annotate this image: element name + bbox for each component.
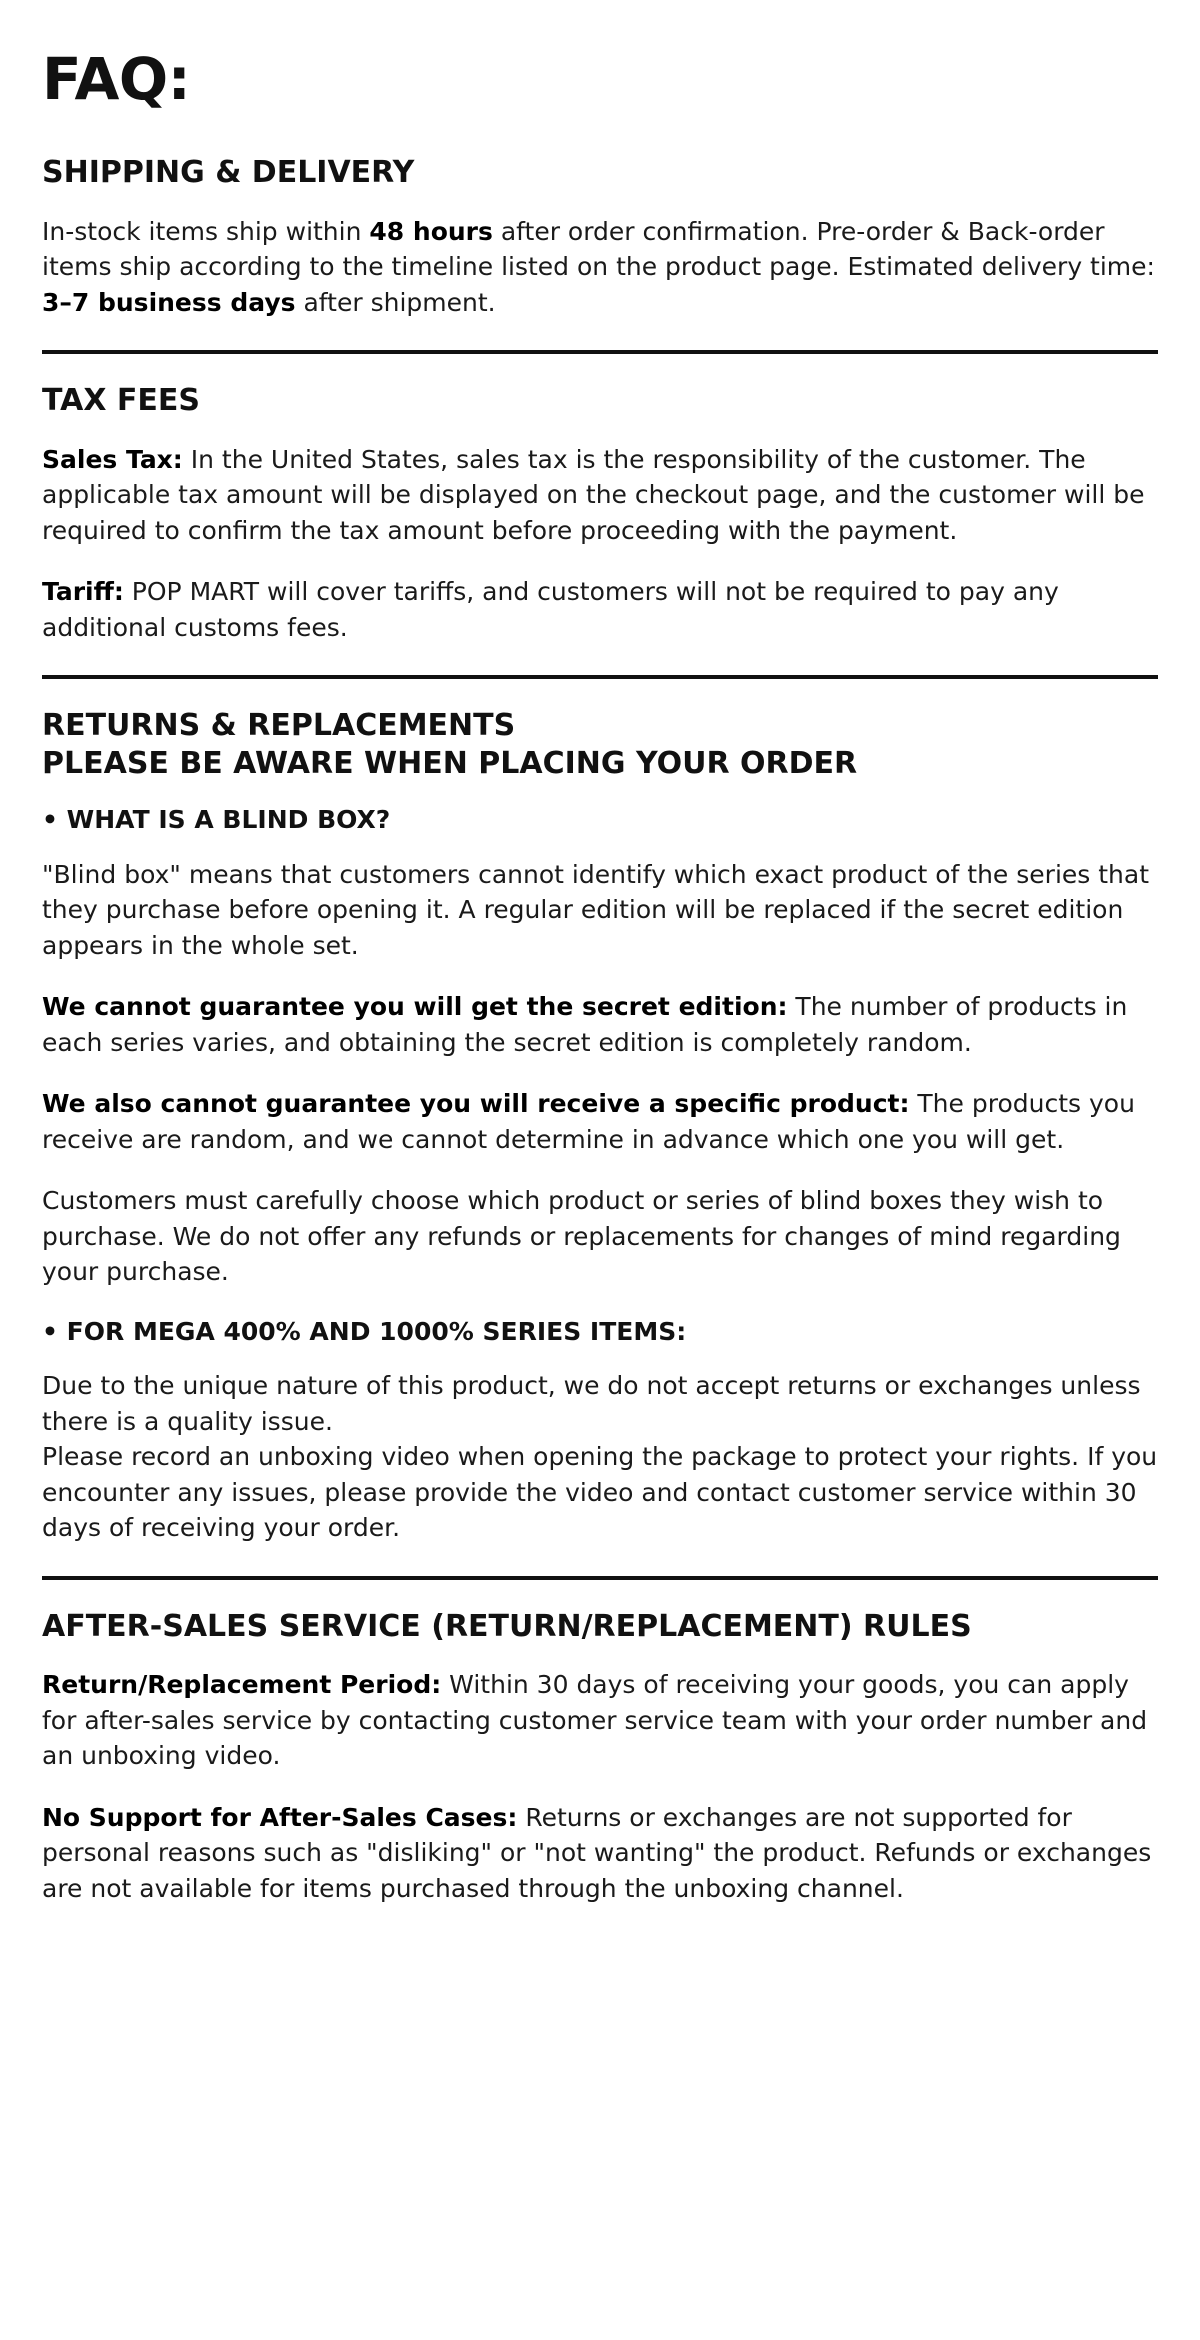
section-tax-fees — [42, 382, 1158, 645]
no-support-paragraph — [42, 1800, 1158, 1907]
divider-1 — [42, 350, 1158, 354]
return-period-paragraph — [42, 1667, 1158, 1774]
shipping-text-3: after shipment. — [295, 287, 496, 317]
section-heading-after-sales: AFTER-SALES SERVICE (RETURN/REPLACEMENT) RULES — [42, 1608, 972, 1644]
secret-edition-paragraph — [42, 989, 1158, 1060]
page-title: FAQ: — [42, 45, 191, 113]
section-heading-tax: TAX FEES — [42, 383, 201, 418]
section-shipping-delivery — [42, 154, 1158, 320]
return-period-text: Within 30 days of receiving your goods, you can apply for after-sales service by contacting customer service team with your order number and an unboxing video. — [42, 1670, 1148, 1770]
tax-tariff-label: Tariff: — [42, 577, 124, 606]
no-support-text: Returns or exchanges are not supported for personal reasons such as "disliking" or "not wanting" the product. Refunds or exchanges are not available for items purchased through the unboxing channel. — [42, 1802, 1152, 1903]
bullet-mega-series-items: • FOR MEGA 400% AND 1000% SERIES ITEMS: — [42, 1316, 687, 1346]
section-heading-shipping: SHIPPING & DELIVERY — [42, 155, 415, 190]
tax-tariff-text: POP MART will cover tariffs, and customers will not be required to pay any additional customs fees. — [42, 577, 1059, 642]
returns-heading-line-1: RETURNS & REPLACEMENTS — [42, 708, 516, 743]
specific-product-paragraph — [42, 1086, 1158, 1157]
change-of-mind-paragraph: Customers must carefully choose which product or series of blind boxes they wish to purchase. We do not offer any refunds or replacements for changes of mind regarding your purchase. — [42, 1186, 1121, 1286]
tax-sales-tax-paragraph — [42, 442, 1158, 549]
section-returns-replacements — [42, 707, 1158, 1546]
section-after-sales-service — [42, 1608, 1158, 1907]
shipping-bold-delivery-time: 3–7 business days — [42, 287, 296, 317]
return-period-label: Return/Replacement Period: — [42, 1670, 442, 1699]
divider-2 — [42, 675, 1158, 679]
specific-product-label: We also cannot guarantee you will receive a specific product: — [42, 1089, 910, 1118]
tax-sales-tax-label: Sales Tax: — [42, 444, 183, 474]
specific-product-text: The products you receive are random, and we cannot determine in advance which one you will get. — [42, 1089, 1135, 1154]
shipping-text-1: In-stock items ship within — [42, 216, 370, 246]
secret-edition-label: We cannot guarantee you will get the secret edition: — [42, 992, 788, 1021]
no-support-label: No Support for After-Sales Cases: — [42, 1802, 518, 1832]
tax-tariff-paragraph — [42, 574, 1158, 645]
section-heading-returns — [42, 707, 1158, 782]
shipping-text-2: after order confirmation. Pre-order & Back-order items ship according to the timeline listed on the product page. Estimated delivery time: — [42, 216, 1155, 281]
secret-edition-text: The number of products in each series varies, and obtaining the secret edition is completely random. — [42, 992, 1128, 1057]
bullet-what-is-a-blind-box: • WHAT IS A BLIND BOX? — [42, 805, 391, 834]
shipping-bold-48-hours: 48 hours — [369, 216, 493, 246]
mega-returns-paragraph: Due to the unique nature of this product, we do not accept returns or exchanges unless there is a quality issue. — [42, 1371, 1141, 1436]
divider-3 — [42, 1576, 1158, 1580]
returns-heading-line-2: PLEASE BE AWARE WHEN PLACING YOUR ORDER — [42, 745, 858, 781]
blind-box-definition-paragraph: "Blind box" means that customers cannot identify which exact product of the series that they purchase before opening it. A regular edition will be replaced if the secret edition appears in the whole set. — [42, 859, 1150, 960]
shipping-paragraph — [42, 214, 1158, 321]
unboxing-video-paragraph: Please record an unboxing video when opening the package to protect your rights. If you encounter any issues, please provide the video and contact customer service within 30 days of receiving your order. — [42, 1442, 1158, 1542]
tax-sales-tax-text: In the United States, sales tax is the responsibility of the customer. The applicable tax amount will be displayed on the checkout page, and the customer will be required to confirm the tax amount before proceeding with the payment. — [42, 444, 1145, 545]
